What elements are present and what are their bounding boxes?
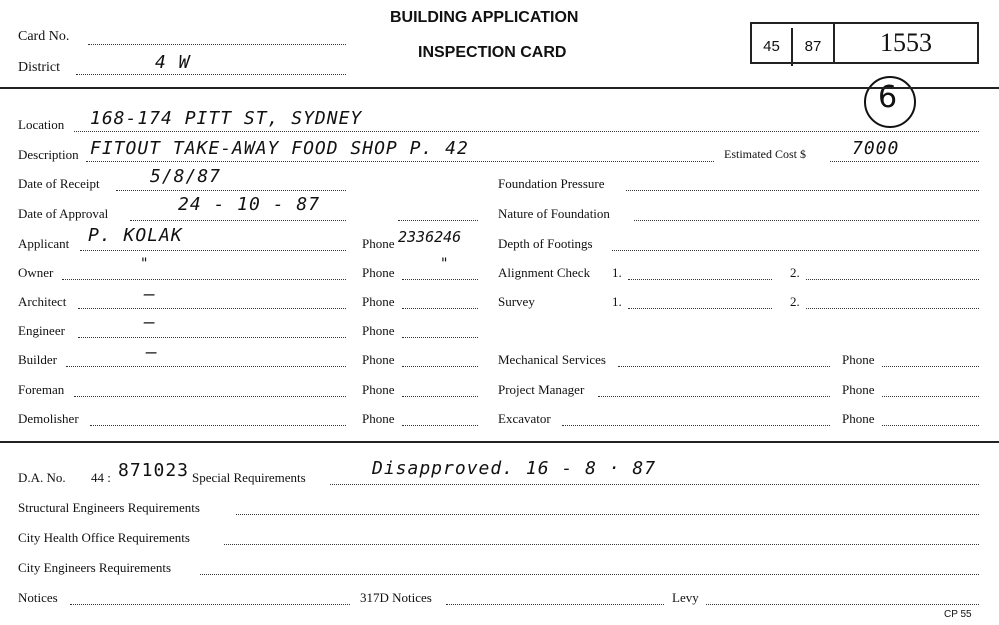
project-manager-field[interactable] [598,396,830,397]
date-receipt-label: Date of Receipt [18,176,100,191]
architect-phone-field[interactable] [402,308,478,309]
foundation-pressure-label: Foundation Pressure [498,176,605,191]
special-requirements-field[interactable] [330,484,979,485]
health-label: City Health Office Requirements [18,530,190,545]
district-label: District [18,60,60,75]
estimated-cost-label: Estimated Cost $ [724,147,806,161]
excavator-field[interactable] [562,425,830,426]
builder-label: Builder [18,352,57,367]
owner-phone-field[interactable] [402,279,478,280]
levy-field[interactable] [706,604,979,605]
owner-phone-label: Phone [362,265,395,280]
notices-317d-field[interactable] [446,604,664,605]
demolisher-label: Demolisher [18,411,79,426]
owner-phone-value: " [440,256,450,272]
form-title-line1: BUILDING APPLICATION [390,9,579,26]
notices-label: Notices [18,590,58,605]
date-receipt-field[interactable] [116,190,346,191]
applicant-phone-label: Phone [362,236,395,251]
foreman-field[interactable] [74,396,346,397]
demolisher-field[interactable] [90,425,346,426]
architect-label: Architect [18,294,67,309]
structural-field[interactable] [236,514,979,515]
header-divider [0,87,999,89]
notices-317d-label: 317D Notices [360,590,432,605]
levy-label: Levy [672,590,699,605]
builder-phone-field[interactable] [402,366,478,367]
card-no-label: Card No. [18,29,70,44]
project-manager-phone-label: Phone [842,382,875,397]
notices-field[interactable] [70,604,350,605]
structural-label: Structural Engineers Requirements [18,500,200,515]
location-field[interactable] [74,131,979,132]
applicant-label: Applicant [18,236,70,251]
alignment-check-field-2[interactable] [806,279,979,280]
health-field[interactable] [224,544,979,545]
builder-phone-label: Phone [362,352,395,367]
special-requirements-value: Disapproved. 16 - 8 · 87 [372,458,657,479]
survey-num1: 1. [612,294,622,309]
foreman-phone-field[interactable] [402,396,478,397]
form-code: CP 55 [944,609,972,620]
survey-field-2[interactable] [806,308,979,309]
excavator-label: Excavator [498,411,551,426]
card-number-box [750,22,979,64]
mechanical-phone-label: Phone [842,352,875,367]
builder-value: — [146,342,158,363]
card-no-field[interactable] [88,44,346,45]
card-number-cell: 1553 [833,24,977,62]
engineer-value: — [144,312,156,333]
da-no-prefix: 44 : [91,470,111,485]
location-value: 168-174 PITT ST, SYDNEY [90,108,363,129]
architect-field[interactable] [78,308,346,309]
foreman-label: Foreman [18,382,65,397]
survey-num2: 2. [790,294,800,309]
form-title-line2: INSPECTION CARD [418,44,567,61]
district-field[interactable] [76,74,346,75]
location-label: Location [18,117,65,132]
engineer-field[interactable] [78,337,346,338]
alignment-num1: 1. [612,265,622,280]
owner-value: " [140,256,150,272]
foundation-pressure-field[interactable] [626,190,979,191]
date-approval-extra-field[interactable] [398,220,478,221]
code1-cell: 45 [763,38,780,55]
description-value: FITOUT TAKE-AWAY FOOD SHOP P. 42 [90,138,469,159]
alignment-check-label: Alignment Check [498,265,591,280]
date-approval-field[interactable] [130,220,346,221]
mechanical-phone-field[interactable] [882,366,979,367]
project-manager-label: Project Manager [498,382,585,397]
alignment-num2: 2. [790,265,800,280]
engineer-phone-field[interactable] [402,337,478,338]
city-engineers-label: City Engineers Requirements [18,560,172,575]
date-receipt-value: 5/8/87 [150,166,222,187]
excavator-phone-label: Phone [842,411,875,426]
requirements-divider [0,441,999,443]
demolisher-phone-field[interactable] [402,425,478,426]
applicant-field[interactable] [80,250,346,251]
mechanical-field[interactable] [618,366,830,367]
survey-label: Survey [498,294,535,309]
survey-field-1[interactable] [628,308,772,309]
date-approval-value: 24 - 10 - 87 [178,194,321,215]
engineer-label: Engineer [18,323,65,338]
circled-number: 6 [878,80,898,115]
date-approval-label: Date of Approval [18,206,109,221]
depth-footings-field[interactable] [612,250,979,251]
builder-field[interactable] [66,366,346,367]
district-value: 4 W [155,52,191,73]
project-manager-phone-field[interactable] [882,396,979,397]
da-no-label: D.A. No. [18,470,66,485]
description-field[interactable] [86,161,714,162]
applicant-value: P. KOLAK [88,225,183,246]
alignment-check-field-1[interactable] [628,279,772,280]
city-engineers-field[interactable] [200,574,979,575]
nature-foundation-field[interactable] [634,220,979,221]
owner-label: Owner [18,265,54,280]
demolisher-phone-label: Phone [362,411,395,426]
estimated-cost-value: 7000 [852,138,900,159]
excavator-phone-field[interactable] [882,425,979,426]
depth-footings-label: Depth of Footings [498,236,593,251]
special-requirements-label: Special Requirements [192,470,306,485]
nature-foundation-label: Nature of Foundation [498,206,610,221]
applicant-phone-value: 2336246 [398,228,462,246]
owner-field[interactable] [62,279,346,280]
mechanical-label: Mechanical Services [498,352,606,367]
code2-cell: 87 [791,28,833,66]
estimated-cost-field[interactable] [830,161,979,162]
da-no-value: 871023 [118,460,190,481]
engineer-phone-label: Phone [362,323,395,338]
architect-value: — [144,284,156,305]
description-label: Description [18,147,79,162]
foreman-phone-label: Phone [362,382,395,397]
architect-phone-label: Phone [362,294,395,309]
